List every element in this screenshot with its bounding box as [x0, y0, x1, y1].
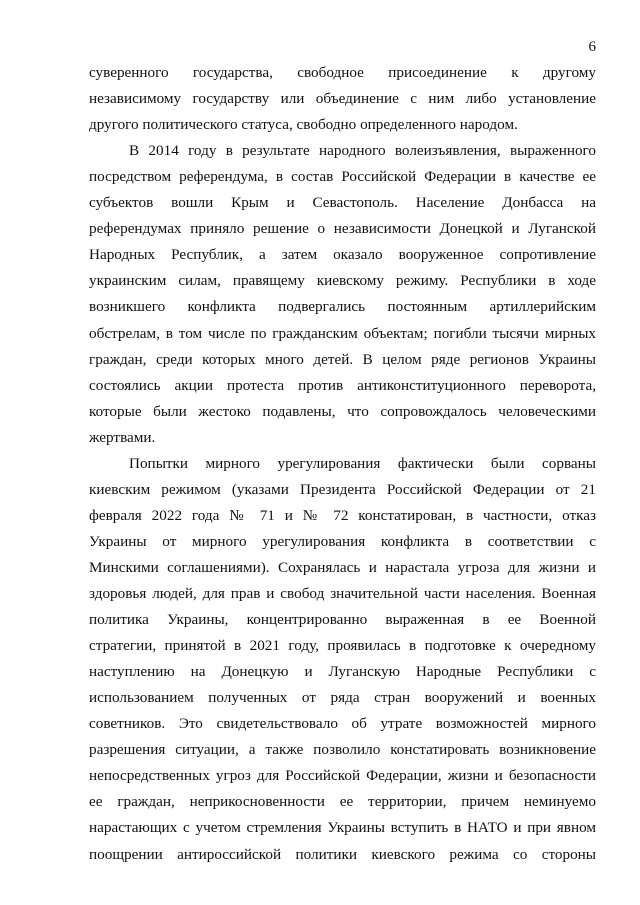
text-line: жертвами.: [89, 428, 156, 446]
text-line: референдумах приняло решение о независимости Донецкой и Луганской: [89, 220, 596, 238]
text-line: здоровья людей, для прав и свобод значительной части населения. Военная: [89, 585, 596, 602]
text-line: Попытки мирного урегулирования фактически были сорваны: [129, 454, 596, 472]
text-line: украинским силам, правящему киевскому режиму. Республики в ходе: [89, 272, 596, 290]
text-line: субъектов вошли Крым и Севастополь. Население Донбасса на: [89, 194, 596, 212]
text-line: разрешения ситуации, а также позволило констатировать возникновение: [89, 741, 596, 759]
page-number: 6: [588, 39, 596, 55]
text-line: другого политического статуса, свободно определенного народом.: [89, 116, 518, 134]
text-line: обстрелам, в том числе по гражданским объектам; погибли тысячи мирных: [89, 324, 596, 342]
text-line: наступлению на Донецкую и Луганскую Народные Республики с: [89, 663, 596, 681]
text-line: В 2014 году в результате народного волеизъявления, выраженного: [129, 142, 596, 160]
text-line: независимому государству или объединение с ним либо установление: [89, 90, 596, 108]
text-line: Минскими соглашениями). Сохранялась и нарастала угроза для жизни и: [89, 558, 596, 576]
text-line: нарастающих с учетом стремления Украины вступить в НАТО и при явном: [89, 819, 596, 837]
text-line: советников. Это свидетельствовало об утрате возможностей мирного: [89, 715, 596, 733]
text-line: суверенного государства, свободное присоединение к другому: [89, 64, 596, 81]
text-line: политика Украины, концентрированно выраженная в ее Военной: [89, 611, 596, 629]
text-line: возникшего конфликта подвергались постоянным артиллерийским: [89, 298, 596, 316]
text-line: стратегии, принятой в 2021 году, проявилась в подготовке к очередному: [89, 637, 596, 655]
text-line: киевским режимом (указами Президента Российской Федерации от 21: [89, 480, 596, 498]
text-line: ее граждан, неприкосновенности ее территории, причем неминуемо: [89, 793, 596, 811]
text-line: состоялись акции протеста против антиконституционного переворота,: [89, 376, 596, 394]
text-line: Украины от мирного урегулирования конфликта в соответствии с: [89, 532, 596, 550]
text-line: непосредственных угроз для Российской Федерации, жизни и безопасности: [89, 767, 596, 785]
text-line: Народных Республик, а затем оказало вооруженное сопротивление: [89, 246, 596, 264]
text-line: поощрении антироссийской политики киевского режима со стороны: [89, 845, 596, 863]
text-line: использованием полученных от ряда стран вооружений и военных: [89, 689, 596, 707]
text-line: граждан, среди которых много детей. В целом ряде регионов Украины: [89, 350, 596, 368]
text-line: посредством референдума, в состав Российской Федерации в качестве ее: [89, 168, 596, 186]
text-line: февраля 2022 года № 71 и № 72 констатирован, в частности, отказ: [89, 506, 596, 524]
text-line: которые были жестоко подавлены, что сопровождалось человеческими: [89, 402, 596, 420]
